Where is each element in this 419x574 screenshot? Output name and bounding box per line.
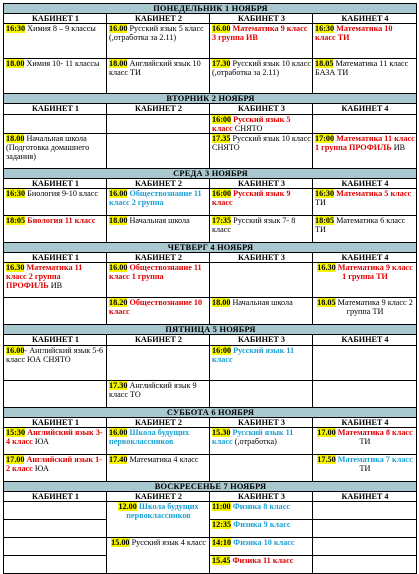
day-header-wednesday — [4, 169, 417, 179]
lesson-text: Биология 9-10 класс — [25, 189, 98, 198]
lesson-text: Начальная школа — [127, 216, 190, 225]
day-title: СРЕДА 3 НОЯБРЯ — [4, 169, 417, 179]
room-header: КАБИНЕТ 1 — [4, 335, 107, 346]
lesson-time: 12.00 — [118, 502, 137, 511]
lesson-time: 18.00 — [109, 59, 128, 68]
lesson-text: Обществознание 11 класс 2 группа — [109, 189, 202, 207]
room-header: КАБИНЕТ 2 — [107, 492, 210, 502]
lesson-text: Физика 9 класс — [231, 520, 291, 529]
lesson-cell — [313, 381, 417, 408]
lesson-cell — [210, 298, 313, 325]
lesson-text: Начальная школа (Подготовка домашнего задания) — [6, 134, 90, 161]
lesson-time: 16:30 — [6, 24, 26, 33]
lesson-cell — [107, 346, 210, 381]
lesson-cell — [313, 189, 417, 216]
room-header: КАБИНЕТ 4 — [313, 418, 417, 428]
lesson-text: Русский язык 5 класс — [212, 115, 291, 133]
day-header-thursday — [4, 243, 417, 253]
lesson-time: 17.00 — [317, 428, 336, 437]
lesson-cell — [313, 134, 417, 169]
day-title: ПОНЕДЕЛЬНИК 1 НОЯБРЯ — [4, 4, 417, 14]
lesson-cell — [210, 24, 313, 59]
lesson-text: Математика 11 класс 2 группа ПРОФИЛЬ — [6, 263, 83, 290]
lesson-cell — [4, 115, 107, 134]
lesson-text: Русский язык 10 класс (,отработка за 2.11) — [212, 59, 311, 77]
lesson-row — [4, 216, 417, 243]
lesson-time: 16:00 — [212, 346, 232, 355]
lesson-time: 16.30 — [317, 263, 336, 272]
day-header-monday — [4, 4, 417, 14]
lesson-text: Математика 4 класс — [127, 455, 199, 464]
lesson-cell — [210, 346, 313, 381]
lesson-cell — [313, 455, 417, 482]
lesson-cell — [313, 346, 417, 381]
lesson-time: 17:35 — [212, 216, 232, 225]
lesson-note: ТИ — [359, 437, 371, 446]
day-title: ВОСКРЕСЕНЬЕ 7 НОЯБРЯ — [4, 482, 417, 492]
lesson-time: 15:30 — [6, 428, 26, 437]
lesson-cell — [210, 381, 313, 408]
lesson-time: 11:00 — [212, 502, 231, 511]
lesson-text: Английский язык 10 класс ТИ — [109, 59, 201, 77]
lesson-row — [4, 59, 417, 94]
lesson-time: 16.00 — [109, 189, 128, 198]
room-header: КАБИНЕТ 4 — [313, 335, 417, 346]
lesson-cell — [210, 216, 313, 243]
lesson-time: 16:00 — [212, 115, 232, 124]
room-header-row — [4, 492, 417, 502]
lesson-cell — [313, 24, 417, 59]
lesson-text: - Английский язык 5-6 класс ЮА СНЯТО — [6, 346, 104, 364]
lesson-text: Школа будущих первоклассников — [109, 428, 190, 446]
room-header: КАБИНЕТ 3 — [210, 418, 313, 428]
lesson-time: 17:00 — [315, 134, 335, 143]
lesson-text: Английский язык 3-4 класс — [6, 428, 103, 446]
lesson-cell — [107, 216, 210, 243]
lesson-cell — [313, 556, 417, 574]
room-header: КАБИНЕТ 2 — [107, 253, 210, 263]
lesson-cell — [313, 538, 417, 556]
lesson-time: 17.40 — [109, 455, 128, 464]
lesson-cell — [210, 556, 313, 574]
lesson-time: 18.00 — [109, 216, 128, 225]
lesson-cell — [210, 455, 313, 482]
lesson-row — [4, 24, 417, 59]
lesson-text: Физика 8 класс — [230, 502, 291, 511]
room-header: КАБИНЕТ 3 — [210, 179, 313, 189]
lesson-row — [4, 263, 417, 298]
lesson-text: Русский язык 10 класс СНЯТО — [212, 134, 311, 152]
lesson-text: Русский язык 4 класс — [129, 538, 206, 547]
lesson-cell — [4, 502, 107, 520]
lesson-note: СНЯТО — [232, 124, 263, 133]
lesson-time: 16.00 — [109, 428, 128, 437]
room-header: КАБИНЕТ 4 — [313, 253, 417, 263]
lesson-cell — [210, 263, 313, 298]
lesson-cell — [4, 556, 107, 574]
room-header: КАБИНЕТ 1 — [4, 418, 107, 428]
lesson-text: Химия 10- 11 классы — [24, 59, 100, 68]
lesson-text: Математика 9 класс 2 группа ТИ — [335, 298, 413, 316]
lesson-row — [4, 520, 417, 538]
lesson-text: Русский язык 5 класс (,отработка за 2.11) — [109, 24, 204, 42]
lesson-time: 16.00 — [109, 24, 128, 33]
day-title: ЧЕТВЕРГ 4 НОЯБРЯ — [4, 243, 417, 253]
lesson-time: 12:35 — [212, 520, 232, 529]
schedule-table — [3, 3, 417, 574]
lesson-cell — [313, 59, 417, 94]
lesson-cell — [313, 298, 417, 325]
lesson-row — [4, 381, 417, 408]
lesson-cell — [4, 216, 107, 243]
lesson-cell — [4, 134, 107, 169]
room-header: КАБИНЕТ 4 — [313, 104, 417, 115]
room-header: КАБИНЕТ 3 — [210, 253, 313, 263]
lesson-time: 16.00 — [109, 263, 128, 272]
lesson-time: 16:00 — [212, 189, 232, 198]
lesson-time: 17.50 — [317, 455, 336, 464]
lesson-cell — [107, 502, 210, 538]
lesson-cell — [313, 520, 417, 538]
lesson-text: Физика 11 класс — [230, 556, 294, 565]
lesson-text: Математика 7 класс — [335, 455, 413, 464]
lesson-cell — [313, 428, 417, 455]
lesson-cell — [4, 263, 107, 298]
room-header: КАБИНЕТ 1 — [4, 253, 107, 263]
day-header-tuesday — [4, 94, 417, 104]
lesson-cell — [4, 189, 107, 216]
lesson-text: Математика 8 класс — [335, 428, 413, 437]
lesson-time: 18.20 — [109, 298, 128, 307]
lesson-cell — [107, 263, 210, 298]
lesson-time: 18.05 — [317, 298, 336, 307]
lesson-text: Обществознание 10 класс — [109, 298, 203, 316]
lesson-text: Русский язык 9 класс — [212, 189, 291, 207]
lesson-text: Английский язык 1-2 класс — [6, 455, 102, 473]
lesson-text: Химия 8 – 9 классы — [25, 24, 96, 33]
lesson-cell — [4, 346, 107, 381]
lesson-time: 16.30 — [6, 263, 25, 272]
lesson-cell — [107, 381, 210, 408]
lesson-time: 18:05 — [6, 216, 26, 225]
day-title: СУББОТА 6 НОЯБРЯ — [4, 408, 417, 418]
lesson-cell — [4, 24, 107, 59]
lesson-cell — [107, 59, 210, 94]
lesson-cell — [4, 455, 107, 482]
lesson-row — [4, 115, 417, 134]
lesson-cell — [107, 538, 210, 574]
lesson-time: 16.00 — [6, 346, 25, 355]
room-header-row — [4, 335, 417, 346]
room-header: КАБИНЕТ 3 — [210, 492, 313, 502]
lesson-time: 16:30 — [315, 24, 335, 33]
lesson-text: Математика 11 класс 1 группа ПРОФИЛЬ — [315, 134, 415, 152]
lesson-cell — [313, 216, 417, 243]
lesson-text: Обществознание 11 класс 1 группа — [109, 263, 202, 281]
lesson-time: 17.35 — [212, 134, 231, 143]
room-header: КАБИНЕТ 1 — [4, 104, 107, 115]
lesson-text: Английский язык 9 класс ТО — [109, 381, 197, 399]
lesson-text: Русский язык 11 класс — [212, 428, 294, 446]
lesson-cell — [107, 189, 210, 216]
lesson-text: Физика 10 класс — [231, 538, 295, 547]
room-header: КАБИНЕТ 3 — [210, 14, 313, 24]
lesson-time: 17.30 — [212, 59, 231, 68]
day-header-sunday — [4, 482, 417, 492]
lesson-cell — [210, 59, 313, 94]
lesson-row — [4, 538, 417, 556]
day-header-friday — [4, 325, 417, 335]
lesson-time: 16.00 — [212, 24, 231, 33]
lesson-time: 16:30 — [315, 189, 335, 198]
lesson-note: ЮА — [32, 464, 49, 473]
room-header-row — [4, 179, 417, 189]
lesson-time: 15.00 — [111, 538, 130, 547]
room-header: КАБИНЕТ 2 — [107, 418, 210, 428]
lesson-note: ЮА — [32, 437, 49, 446]
lesson-cell — [4, 428, 107, 455]
lesson-row — [4, 134, 417, 169]
room-header: КАБИНЕТ 2 — [107, 104, 210, 115]
lesson-cell — [4, 298, 107, 325]
lesson-cell — [4, 520, 107, 538]
room-header-row — [4, 253, 417, 263]
lesson-time: 17.00 — [6, 455, 25, 464]
lesson-cell — [313, 115, 417, 134]
lesson-time: 18.00 — [6, 134, 25, 143]
lesson-note: ТИ — [315, 198, 326, 207]
lesson-text: Биология 11 класс — [25, 216, 96, 225]
day-title: ВТОРНИК 2 НОЯБРЯ — [4, 94, 417, 104]
room-header: КАБИНЕТ 2 — [107, 335, 210, 346]
lesson-time: 14:10 — [212, 538, 232, 547]
room-header: КАБИНЕТ 4 — [313, 14, 417, 24]
lesson-cell — [313, 502, 417, 520]
lesson-time: 18.00 — [212, 298, 231, 307]
lesson-cell — [210, 538, 313, 556]
room-header: КАБИНЕТ 1 — [4, 14, 107, 24]
room-header-row — [4, 418, 417, 428]
lesson-note: ТИ — [359, 464, 371, 473]
lesson-row — [4, 298, 417, 325]
lesson-row — [4, 428, 417, 455]
lesson-cell — [107, 298, 210, 325]
lesson-row — [4, 455, 417, 482]
lesson-cell — [107, 115, 210, 134]
lesson-cell — [4, 59, 107, 94]
lesson-time: 15.30 — [212, 428, 231, 437]
day-title: ПЯТНИЦА 5 НОЯБРЯ — [4, 325, 417, 335]
room-header: КАБИНЕТ 2 — [107, 179, 210, 189]
lesson-cell — [107, 134, 210, 169]
lesson-time: 18.00 — [6, 59, 25, 68]
room-header: КАБИНЕТ 2 — [107, 14, 210, 24]
room-header-row — [4, 104, 417, 115]
lesson-note: ИВ — [48, 281, 63, 290]
day-header-saturday — [4, 408, 417, 418]
lesson-text: Математика 6 класс ТИ — [315, 216, 406, 234]
lesson-text: Школа будущих первоклассников — [126, 502, 199, 520]
room-header: КАБИНЕТ 3 — [210, 104, 313, 115]
lesson-note: (,отработка) — [232, 437, 277, 446]
lesson-row — [4, 189, 417, 216]
room-header: КАБИНЕТ 1 — [4, 492, 107, 502]
lesson-time: 17.30 — [109, 381, 128, 390]
lesson-text: Математика 11 класс БАЗА ТИ — [315, 59, 409, 77]
lesson-time: 16:30 — [6, 189, 26, 198]
lesson-text: Начальная школа — [230, 298, 293, 307]
room-header: КАБИНЕТ 3 — [210, 335, 313, 346]
lesson-cell — [210, 428, 313, 455]
lesson-row — [4, 502, 417, 520]
room-header-row — [4, 14, 417, 24]
lesson-note: ИВ — [391, 143, 406, 152]
lesson-cell — [107, 24, 210, 59]
lesson-text: Математика 10 класс ТИ — [315, 24, 393, 42]
lesson-cell — [210, 520, 313, 538]
lesson-cell — [4, 381, 107, 408]
lesson-cell — [210, 189, 313, 216]
lesson-cell — [210, 502, 313, 520]
lesson-time: 18.05 — [315, 59, 334, 68]
lesson-text: Математика 9 класс 1 группа ТИ — [335, 263, 413, 281]
lesson-cell — [4, 538, 107, 556]
lesson-row — [4, 346, 417, 381]
lesson-cell — [107, 428, 210, 455]
lesson-text: Русский язык 7- 8 класс — [212, 216, 296, 234]
room-header: КАБИНЕТ 4 — [313, 492, 417, 502]
lesson-row — [4, 556, 417, 574]
room-header: КАБИНЕТ 1 — [4, 179, 107, 189]
lesson-cell — [107, 455, 210, 482]
lesson-cell — [210, 134, 313, 169]
lesson-cell — [210, 115, 313, 134]
lesson-text: Математика 9 класс 3 группа ИВ — [212, 24, 308, 42]
lesson-cell — [313, 263, 417, 298]
lesson-time: 15.45 — [212, 556, 231, 565]
room-header: КАБИНЕТ 4 — [313, 179, 417, 189]
lesson-time: 18:05 — [315, 216, 335, 225]
lesson-text: Русский язык 11 класс — [212, 346, 295, 364]
lesson-text: Математика 5 класс — [334, 189, 412, 198]
